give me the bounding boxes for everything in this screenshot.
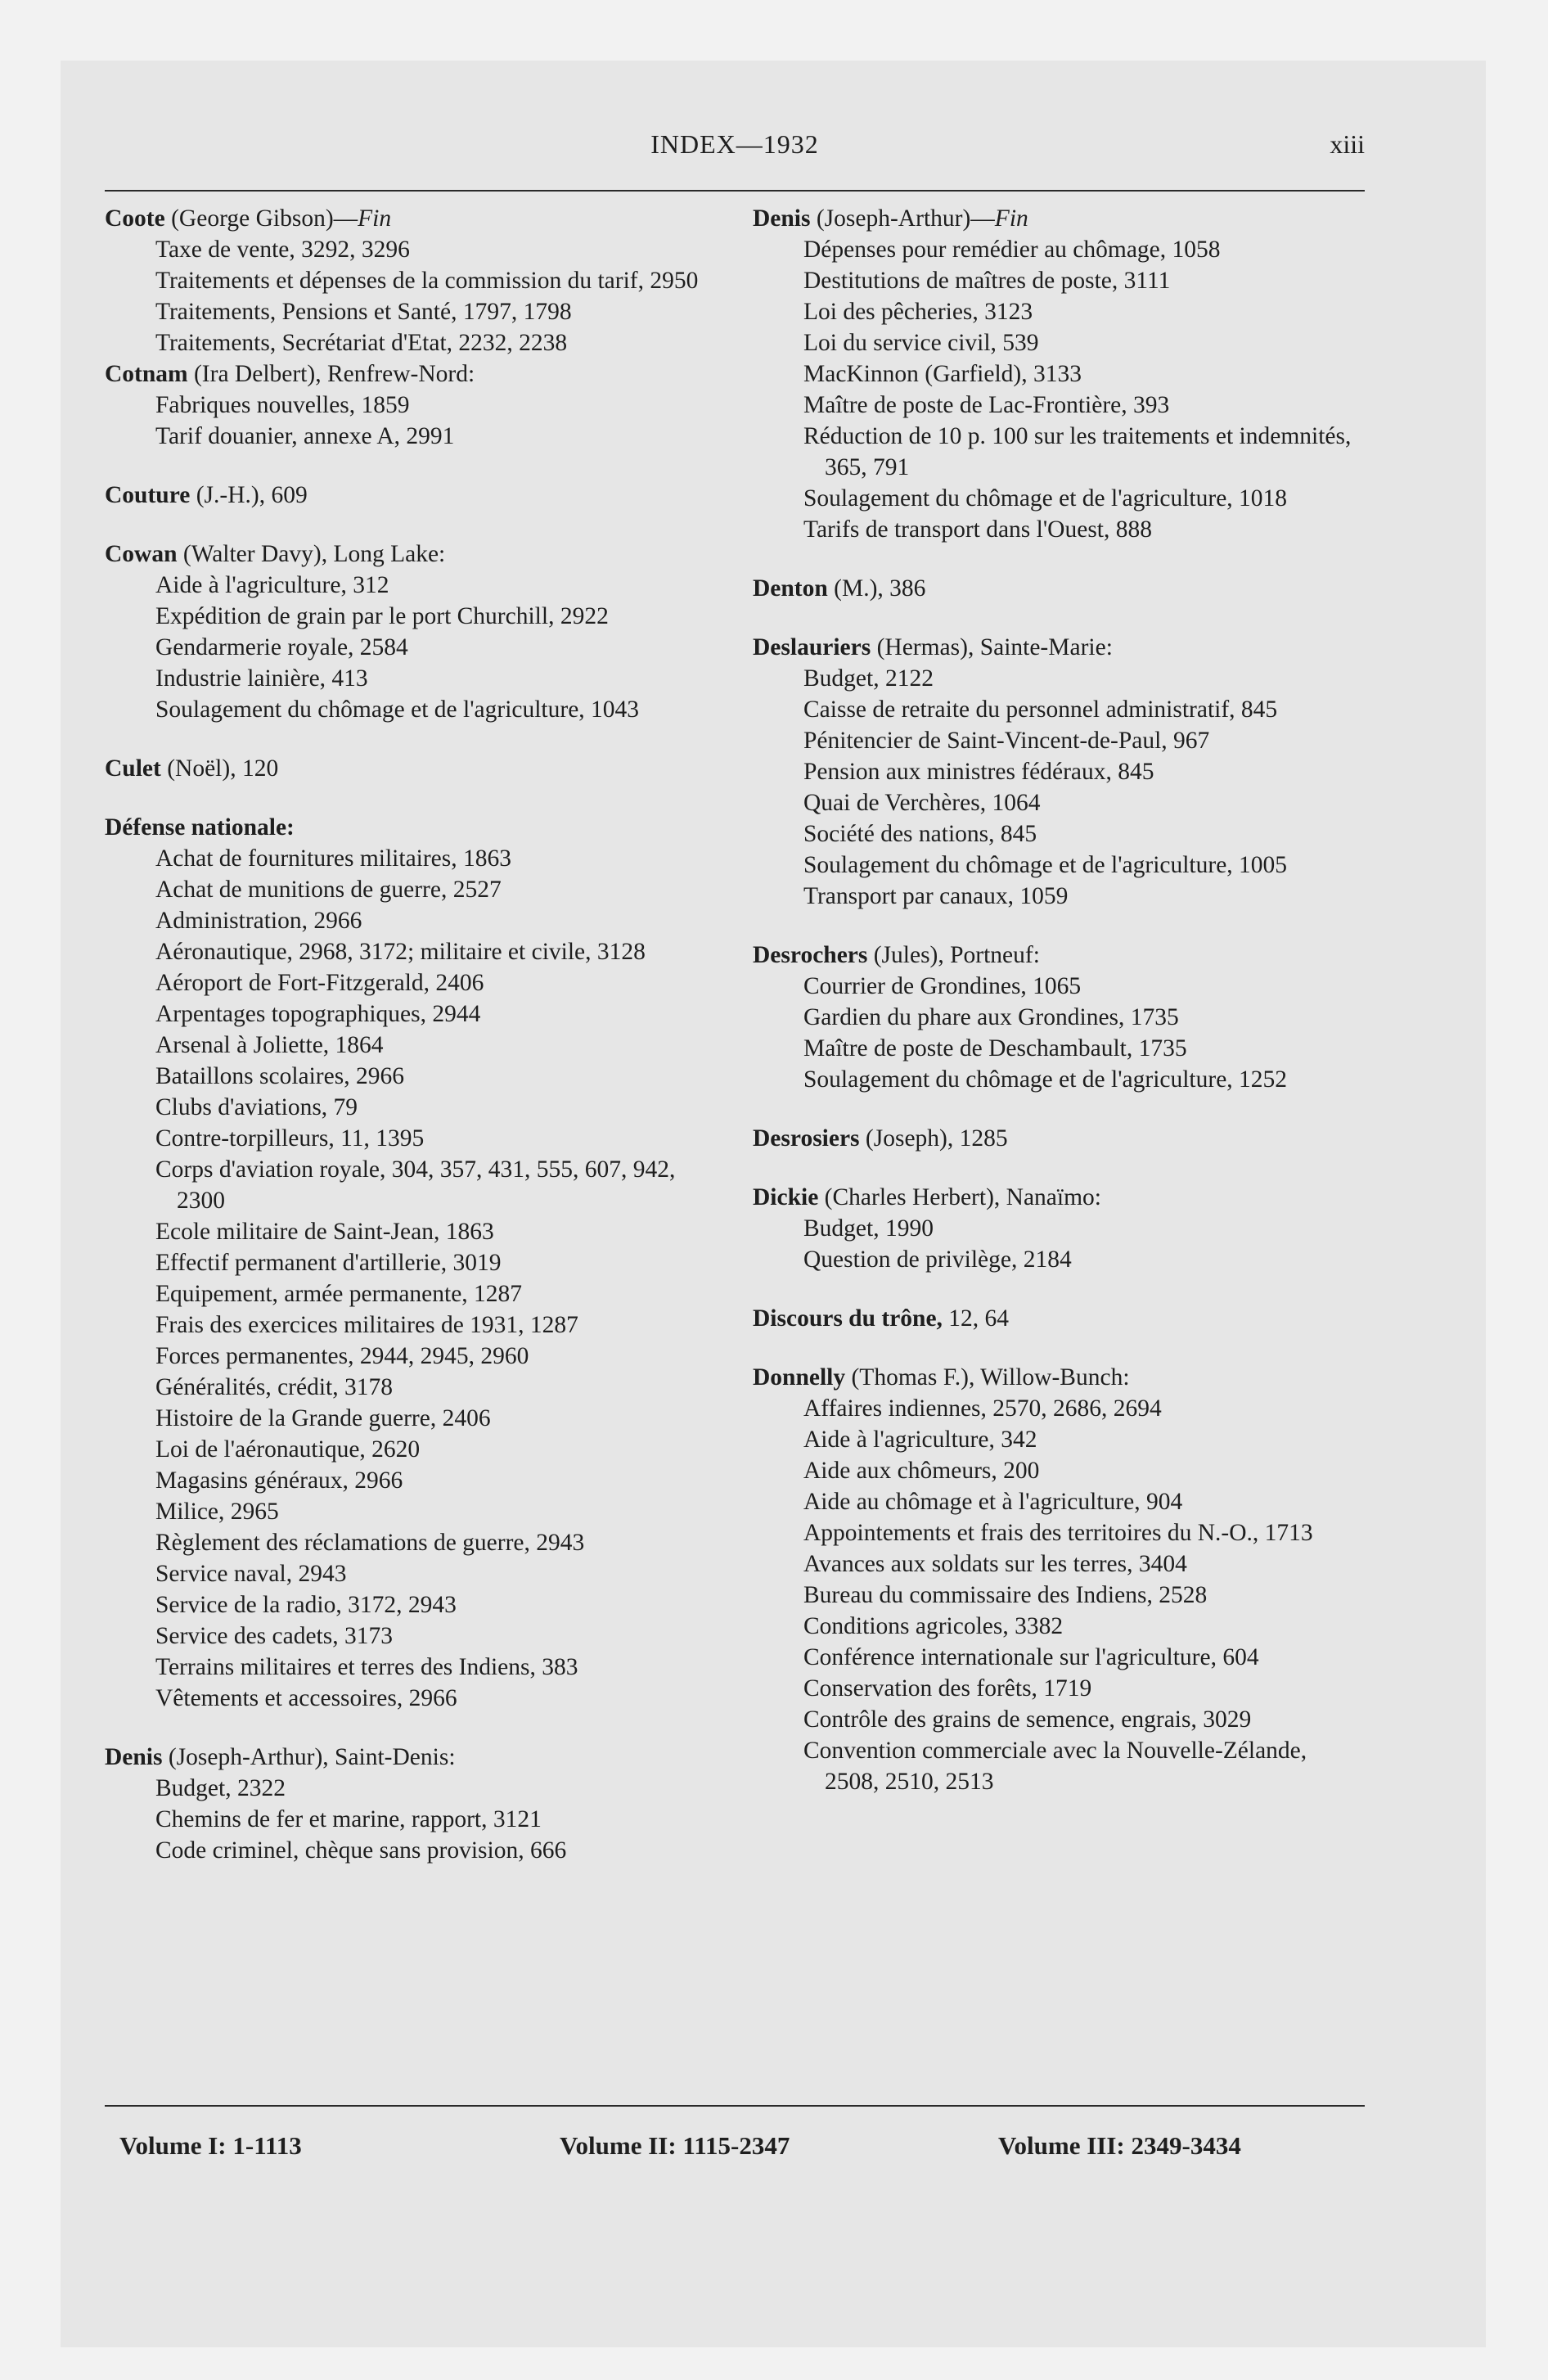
entry-subitem: Service naval, 2943	[155, 1561, 347, 1587]
index-entry	[753, 1303, 1365, 1334]
entry-subitem: Traitements, Secrétariat d'Etat, 2232, 2238	[155, 330, 568, 356]
entry-name: Desrochers	[753, 942, 868, 968]
entry-subitem: Forces permanentes, 2944, 2945, 2960	[155, 1343, 529, 1369]
entry-name: Dickie	[753, 1184, 819, 1210]
index-entry	[105, 753, 717, 784]
entry-subitem: Expédition de grain par le port Churchill, 2922	[155, 603, 609, 629]
entry-heading	[753, 632, 1365, 663]
entry-name: Culet	[105, 755, 161, 782]
entry-subitem: Magasins généraux, 2966	[155, 1467, 403, 1494]
index-entry	[105, 812, 717, 1714]
entry-subitem: Bureau du commissaire des Indiens, 2528	[803, 1582, 1208, 1608]
entry-subitem: Aide aux chômeurs, 200	[803, 1458, 1040, 1484]
page-number: xiii	[1330, 129, 1365, 159]
entry-name: Discours du trône,	[753, 1305, 943, 1332]
entry-subitem: Pension aux ministres fédéraux, 845	[803, 759, 1154, 785]
entry-subitem: Réduction de 10 p. 100 sur les traitements et indemnités, 365, 791	[803, 423, 1352, 480]
index-column-left	[105, 203, 717, 1894]
entry-subitem: Chemins de fer et marine, rapport, 3121	[155, 1806, 542, 1832]
entry-subitem: Traitements, Pensions et Santé, 1797, 1798	[155, 299, 572, 325]
entry-name: Cotnam	[105, 361, 188, 387]
entry-subitem: Achat de fournitures militaires, 1863	[155, 845, 512, 872]
entry-subitem: Code criminel, chèque sans provision, 666	[155, 1837, 567, 1864]
entry-subitem: Budget, 1990	[803, 1215, 934, 1242]
entry-continuation: Fin	[358, 205, 392, 232]
entry-subitem: Aide à l'agriculture, 342	[803, 1427, 1037, 1453]
entry-heading	[105, 480, 717, 511]
entry-subitem: Quai de Verchères, 1064	[803, 790, 1041, 816]
volume-2-range: Volume II: 1115-2347	[560, 2131, 790, 2160]
entry-subitem: Convention commerciale avec la Nouvelle-Zélande, 2508, 2510, 2513	[803, 1738, 1307, 1795]
entry-detail: (Jules), Portneuf:	[867, 942, 1040, 968]
entry-heading	[753, 1182, 1365, 1213]
entry-subitem: Fabriques nouvelles, 1859	[155, 392, 410, 418]
index-entry	[753, 203, 1365, 545]
entry-detail: (Walter Davy), Long Lake:	[177, 541, 446, 567]
entry-name: Donnelly	[753, 1364, 846, 1391]
entry-name: Desrosiers	[753, 1125, 860, 1152]
entry-subitem: Budget, 2322	[155, 1775, 286, 1801]
index-entry	[105, 1742, 717, 1866]
index-entry	[105, 539, 717, 725]
index-entry	[105, 358, 717, 452]
entry-detail: (Ira Delbert), Renfrew-Nord:	[187, 361, 475, 387]
index-entry	[753, 1123, 1365, 1154]
entry-subitem: Maître de poste de Lac-Frontière, 393	[803, 392, 1170, 418]
index-entry	[753, 573, 1365, 604]
entry-heading	[753, 940, 1365, 971]
entry-subitem: Contrôle des grains de semence, engrais, 3029	[803, 1706, 1252, 1733]
entry-subitem: Conditions agricoles, 3382	[803, 1613, 1064, 1639]
entry-name: Denton	[753, 575, 828, 602]
entry-detail: (Joseph), 1285	[859, 1125, 1008, 1152]
entry-subitem: Soulagement du chômage et de l'agriculture, 1018	[803, 485, 1288, 512]
entry-name: Denis	[753, 205, 811, 232]
entry-subitem: Gardien du phare aux Grondines, 1735	[803, 1004, 1179, 1030]
entry-subitem: Contre-torpilleurs, 11, 1395	[155, 1125, 425, 1152]
entry-heading	[753, 203, 1365, 234]
entry-subitem: Service de la radio, 3172, 2943	[155, 1592, 457, 1618]
entry-detail: (Joseph-Arthur), Saint-Denis:	[162, 1744, 456, 1770]
entry-subitem: Tarif douanier, annexe A, 2991	[155, 423, 455, 449]
entry-subitem: Aéronautique, 2968, 3172; militaire et civile, 3128	[155, 939, 646, 965]
entry-subitem: Conservation des forêts, 1719	[803, 1675, 1092, 1702]
entry-heading	[753, 1362, 1365, 1393]
entry-subitem: Gendarmerie royale, 2584	[155, 634, 408, 660]
entry-detail: (Charles Herbert), Nanaïmo:	[818, 1184, 1101, 1210]
entry-subitem: Appointements et frais des territoires du N.-O., 1713	[803, 1520, 1313, 1546]
index-entry	[753, 940, 1365, 1095]
entry-subitem: Soulagement du chômage et de l'agriculture, 1005	[803, 852, 1288, 878]
entry-subitem: Société des nations, 845	[803, 821, 1037, 847]
entry-heading	[105, 1742, 717, 1773]
entry-name: Deslauriers	[753, 634, 871, 660]
entry-subitem: Budget, 2122	[803, 665, 934, 692]
entry-heading	[753, 1303, 1365, 1334]
entry-subitem: Vêtements et accessoires, 2966	[155, 1685, 457, 1711]
entry-subitem: Tarifs de transport dans l'Ouest, 888	[803, 516, 1152, 543]
entry-detail: (Hermas), Sainte-Marie:	[871, 634, 1113, 660]
entry-subitem: Maître de poste de Deschambault, 1735	[803, 1035, 1187, 1062]
entry-subitem: Administration, 2966	[155, 908, 362, 934]
entry-subitem: Règlement des réclamations de guerre, 2943	[155, 1530, 585, 1556]
entry-heading	[105, 358, 717, 390]
index-entry	[105, 203, 717, 358]
index-entry	[753, 1362, 1365, 1797]
entry-subitem: Courrier de Grondines, 1065	[803, 973, 1082, 999]
entry-detail: (M.), 386	[827, 575, 926, 602]
entry-detail: (Noël), 120	[160, 755, 279, 782]
entry-subitem: Loi de l'aéronautique, 2620	[155, 1436, 421, 1463]
entry-subitem: Milice, 2965	[155, 1499, 279, 1525]
entry-subitem: Corps d'aviation royale, 304, 357, 431, 555, 607, 942, 2300	[155, 1156, 676, 1214]
entry-subitem: Question de privilège, 2184	[803, 1246, 1072, 1273]
entry-subitem: Soulagement du chômage et de l'agriculture, 1043	[155, 696, 640, 723]
entry-subitem: Service des cadets, 3173	[155, 1623, 393, 1649]
entry-subitem: Conférence internationale sur l'agriculture, 604	[803, 1644, 1259, 1670]
volume-1-range: Volume I: 1-1113	[119, 2131, 302, 2160]
header-rule	[105, 190, 1365, 192]
entry-detail: (Thomas F.), Willow-Bunch:	[845, 1364, 1130, 1391]
entry-subitem: Clubs d'aviations, 79	[155, 1094, 358, 1120]
index-column-right	[753, 203, 1365, 1825]
index-entry	[753, 1182, 1365, 1275]
entry-subitem: Destitutions de maîtres de poste, 3111	[803, 268, 1171, 294]
entry-name: Défense nationale:	[105, 814, 295, 841]
entry-subitem: Achat de munitions de guerre, 2527	[155, 877, 502, 903]
entry-heading	[753, 1123, 1365, 1154]
entry-heading	[105, 753, 717, 784]
entry-subitem: Pénitencier de Saint-Vincent-de-Paul, 967	[803, 728, 1210, 754]
entry-name: Coote	[105, 205, 165, 232]
entry-subitem: Loi du service civil, 539	[803, 330, 1039, 356]
page-header	[105, 129, 1365, 175]
volume-3-range: Volume III: 2349-3434	[998, 2131, 1241, 2160]
entry-subitem: Frais des exercices militaires de 1931, 1287	[155, 1312, 578, 1338]
volume-footer	[105, 2131, 1365, 2167]
entry-subitem: Avances aux soldats sur les terres, 3404	[803, 1551, 1187, 1577]
entry-subitem: Ecole militaire de Saint-Jean, 1863	[155, 1219, 494, 1245]
entry-subitem: Bataillons scolaires, 2966	[155, 1063, 404, 1089]
entry-subitem: Equipement, armée permanente, 1287	[155, 1281, 523, 1307]
entry-subitem: Soulagement du chômage et de l'agriculture, 1252	[803, 1066, 1288, 1093]
index-entry	[105, 480, 717, 511]
entry-detail: (J.-H.), 609	[190, 482, 308, 508]
entry-subitem: MacKinnon (Garfield), 3133	[803, 361, 1082, 387]
entry-name: Cowan	[105, 541, 178, 567]
entry-detail: (George Gibson)—	[164, 205, 358, 232]
entry-heading	[105, 203, 717, 234]
entry-continuation: Fin	[994, 205, 1028, 232]
entry-detail: 12, 64	[942, 1305, 1010, 1332]
footer-rule	[105, 2105, 1365, 2107]
entry-name: Couture	[105, 482, 191, 508]
entry-heading	[105, 539, 717, 570]
entry-subitem: Aéroport de Fort-Fitzgerald, 2406	[155, 970, 484, 996]
entry-subitem: Histoire de la Grande guerre, 2406	[155, 1405, 491, 1431]
entry-subitem: Arpentages topographiques, 2944	[155, 1001, 481, 1027]
entry-subitem: Dépenses pour remédier au chômage, 1058	[803, 237, 1221, 263]
entry-subitem: Aide au chômage et à l'agriculture, 904	[803, 1489, 1183, 1515]
index-entry	[753, 632, 1365, 912]
entry-subitem: Effectif permanent d'artillerie, 3019	[155, 1250, 502, 1276]
entry-detail: (Joseph-Arthur)—	[810, 205, 995, 232]
entry-subitem: Transport par canaux, 1059	[803, 883, 1069, 909]
entry-heading	[105, 812, 717, 843]
entry-name: Denis	[105, 1744, 163, 1770]
entry-subitem: Industrie lainière, 413	[155, 665, 368, 692]
entry-subitem: Arsenal à Joliette, 1864	[155, 1032, 384, 1058]
entry-subitem: Terrains militaires et terres des Indiens, 383	[155, 1654, 578, 1680]
entry-subitem: Affaires indiennes, 2570, 2686, 2694	[803, 1395, 1162, 1422]
entry-subitem: Aide à l'agriculture, 312	[155, 572, 389, 598]
entry-subitem: Caisse de retraite du personnel administratif, 845	[803, 696, 1278, 723]
entry-heading	[753, 573, 1365, 604]
entry-subitem: Généralités, crédit, 3178	[155, 1374, 393, 1400]
entry-subitem: Taxe de vente, 3292, 3296	[155, 237, 410, 263]
entry-subitem: Loi des pêcheries, 3123	[803, 299, 1033, 325]
entry-subitem: Traitements et dépenses de la commission du tarif, 2950	[155, 268, 699, 294]
running-title: INDEX—1932	[650, 129, 819, 159]
